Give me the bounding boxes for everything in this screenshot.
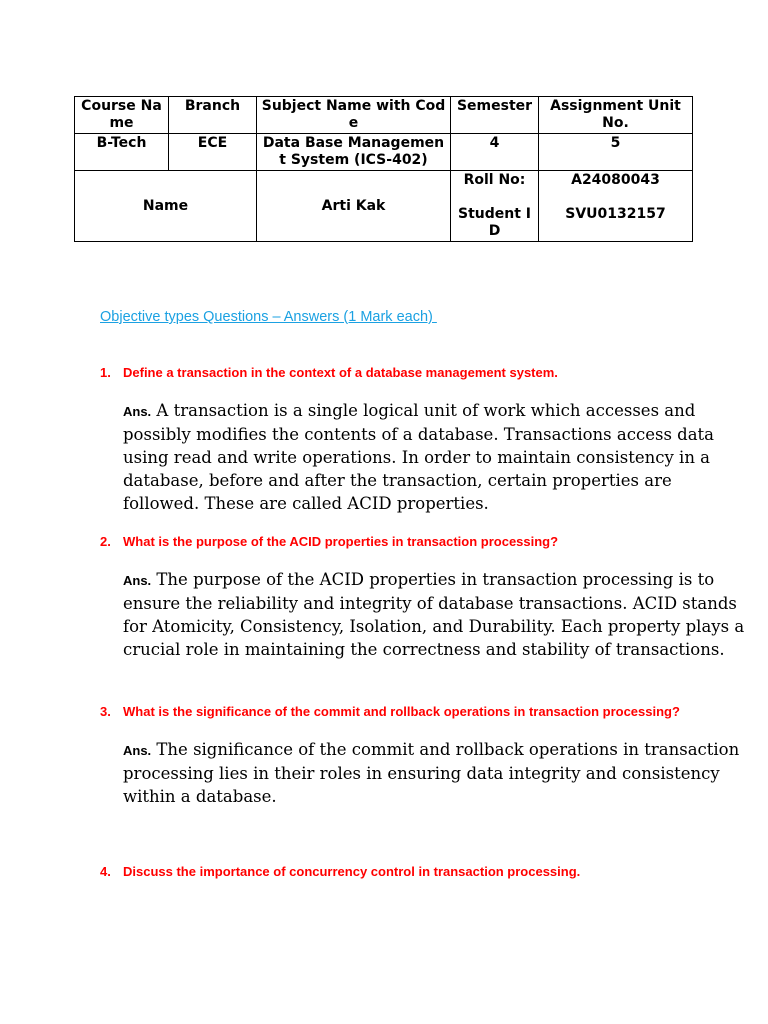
question-number: 1.: [100, 365, 111, 380]
answer-1: [123, 399, 748, 515]
question-3: [100, 704, 760, 719]
branch-value: ECE: [169, 134, 257, 171]
question-2: [100, 534, 760, 549]
question-4: [100, 864, 760, 879]
roll-id-values: [539, 171, 693, 242]
student-row: [75, 171, 693, 242]
course-name-header: Course Name: [75, 97, 169, 134]
question-number: 2.: [100, 534, 111, 549]
roll-no-label: Roll No:: [463, 172, 526, 188]
answer-text: The purpose of the ACID properties in transaction processing is to ensure the reliability and integrity of database transactions. ACID stands for Atomicity, Consistency, Isolation, and Durability. Each property plays a crucial role in maintaining the correctness and stability of transactions.: [123, 570, 745, 659]
roll-id-labels: [451, 171, 539, 242]
course-name-value: B-Tech: [75, 134, 169, 171]
assignment-unit-header: Assignment Unit No.: [539, 97, 693, 134]
values-row: [75, 134, 693, 171]
subject-header: Subject Name with Code: [257, 97, 451, 134]
question-text: Discuss the importance of concurrency control in transaction processing.: [123, 864, 581, 879]
answer-text: The significance of the commit and rollback operations in transaction processing lies in their roles in ensuring data integrity and consistency within a database.: [123, 740, 740, 806]
student-id-value: SVU0132157: [565, 206, 666, 222]
question-number: 3.: [100, 704, 111, 719]
answer-label: Ans.: [123, 573, 152, 588]
question-1: [100, 365, 760, 380]
answer-text: A transaction is a single logical unit of work which accesses and possibly modifies the contents of a database. Transactions access data using read and write operations. In order to maintain consistency in a database, before and after the transaction, certain properties are followed. These are called ACID properties.: [123, 401, 715, 513]
roll-no-value: A24080043: [571, 172, 660, 188]
answer-label: Ans.: [123, 404, 152, 419]
question-text: Define a transaction in the context of a database management system.: [123, 365, 558, 380]
subject-value: Data Base Management System (ICS-402): [257, 134, 451, 171]
semester-header: Semester: [451, 97, 539, 134]
semester-value: 4: [451, 134, 539, 171]
answer-3: [123, 738, 748, 808]
assignment-info-table: [74, 96, 693, 242]
answer-label: Ans.: [123, 743, 152, 758]
question-number: 4.: [100, 864, 111, 879]
name-label: Name: [75, 171, 257, 242]
student-name: Arti Kak: [257, 171, 451, 242]
answer-2: [123, 568, 748, 661]
section-title: Objective types Questions – Answers (1 Mark each): [100, 309, 437, 325]
student-id-label: Student ID: [457, 206, 531, 239]
question-text: What is the purpose of the ACID properties in transaction processing?: [123, 534, 559, 549]
header-row: [75, 97, 693, 134]
assignment-unit-value: 5: [539, 134, 693, 171]
question-text: What is the significance of the commit and rollback operations in transaction processing?: [123, 704, 680, 719]
branch-header: Branch: [169, 97, 257, 134]
